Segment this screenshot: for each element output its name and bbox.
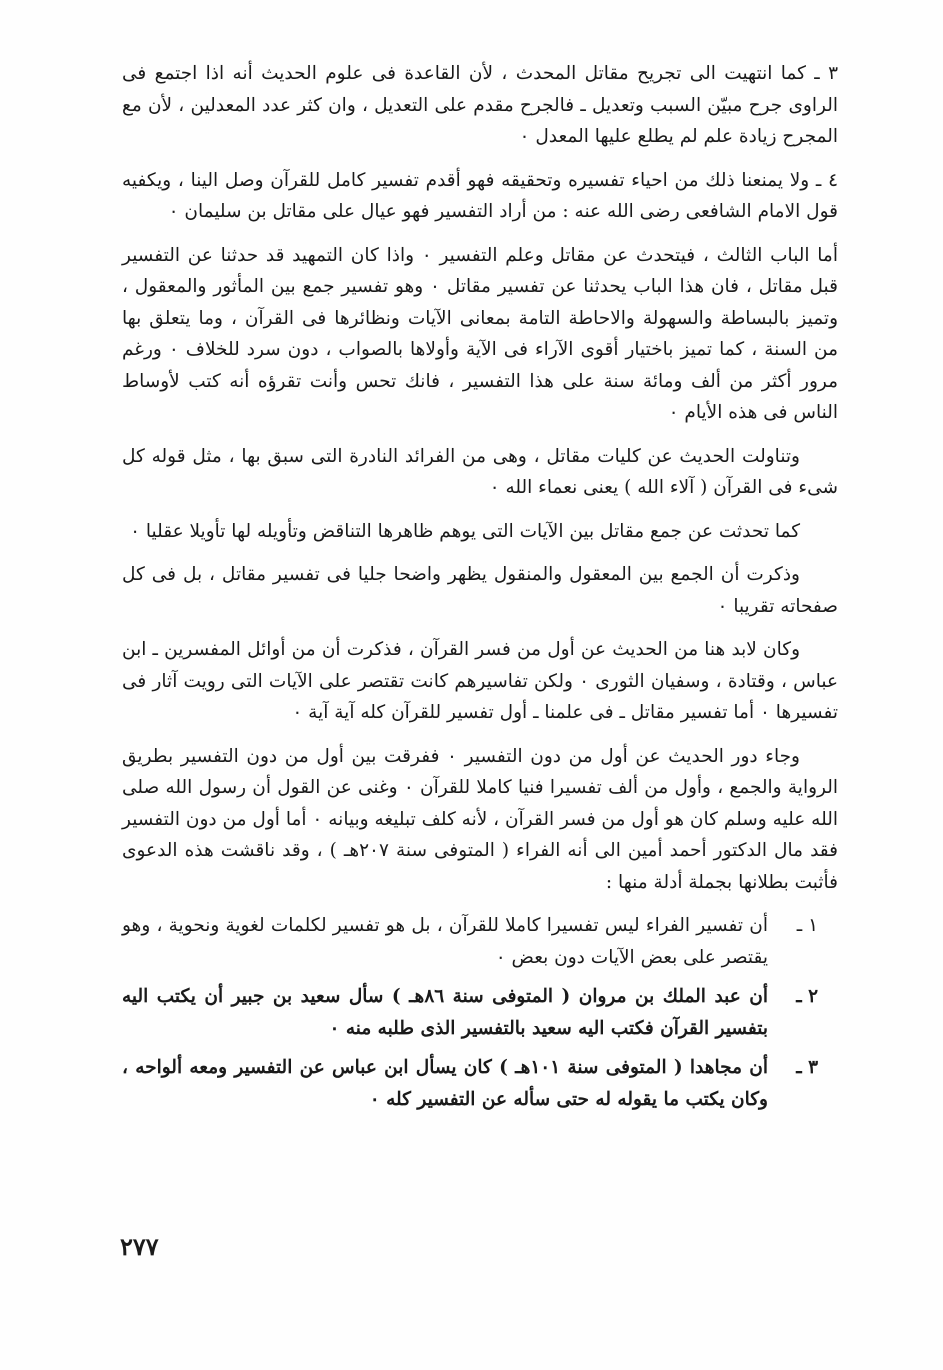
paragraph-point-3: ٣ ـ كما انتهيت الى تجريح مقاتل المحدث ، لأن القاعدة فى علوم الحديث أنه اذا اجتمع فى الراوى جرح مبيّن السبب وتعديل ـ فالجرح مقدم على التعديل ، وان كثر عدد المعدلين ، لأن مع المجرح زيادة علم لم يطلع عليها المعدل ٠ (122, 63, 838, 147)
list-item-number: ٣ ـ (796, 1057, 818, 1078)
paragraph-contradiction: كما تحدثت عن جمع مقاتل بين الآيات التى يوهم ظاهرها التناقض وتأويله لها تأويلا عقليا ٠ (130, 520, 800, 542)
list-item-text: أن عبد الملك بن مروان ( المتوفى سنة ٨٦هـ ) سأل سعيد بن جبير أن يكتب اليه بتفسير القرآن فكتب اليه سعيد بالتفسير الذى طلبه منه ٠ (122, 986, 768, 1039)
paragraph-kulliyat: وتناولت الحديث عن كليات مقاتل ، وهى من الفرائد النادرة التى سبق بها ، مثل قوله كل شىء فى القرآن ( آلاء الله ) يعنى نعماء الله ٠ (122, 445, 838, 498)
evidence-list (122, 910, 838, 1115)
paragraph-chapter-three: أما الباب الثالث ، فيتحدث عن مقاتل وعلم التفسير ٠ واذا كان التمهيد قد حدثنا عن التفسير قبل مقاتل ، فان هذا الباب يحدثنا عن تفسير مقاتل ٠ وهو تفسير جمع بين المأثور والمعقول ، وتميز بالبساطة والسهولة والاحاطة التامة بمعانى الآيات ونظائرها فى القرآن ، وما يتعلق بها من السنة ، كما تميز باختيار أقوى الآراء فى الآية وأولاها بالصواب ، دون سرد للخلاف ٠ ورغم مرور أكثر من ألف ومائة سنة على هذا التفسير ، فانك تحس وأنت تقرؤه أنه كتب لأوساط الناس فى هذه الأيام ٠ (122, 244, 838, 423)
paragraph-first-exegetes: وكان لابد هنا من الحديث عن أول من فسر القرآن ، فذكرت أن من أوائل المفسرين ـ ابن عباس ، وقتادة ، وسفيان الثورى ٠ ولكن تفاسيرهم كانت تقتصر على الآيات التى رويت آثار فى تفسيرها ٠ أما تفسير مقاتل ـ فى علمنا ـ أول تفسير للقرآن كله آية آية ٠ (122, 639, 838, 723)
page-body (122, 58, 838, 1123)
list-item-number: ٢ ـ (796, 986, 818, 1007)
paragraph-reason-narration: وذكرت أن الجمع بين المعقول والمنقول يظهر واضحا جليا فى تفسير مقاتل ، بل فى كل صفحاته تقريبا ٠ (122, 564, 838, 617)
list-item-number: ١ ـ (796, 915, 818, 936)
page-number: ٢٧٧ (120, 1232, 159, 1261)
list-item (122, 910, 838, 973)
list-item-text: أن مجاهدا ( المتوفى سنة ١٠١هـ ) كان يسأل ابن عباس عن التفسير ومعه ألواحه ، وكان يكتب ما يقوله له حتى سأله عن التفسير كله ٠ (122, 1057, 768, 1110)
paragraph-first-recorder: وجاء دور الحديث عن أول من دون التفسير ٠ ففرقت بين أول من دون التفسير بطريق الرواية والجمع ، وأول من ألف تفسيرا فنيا كاملا للقرآن ٠ وغنى عن القول أن رسول الله صلى الله عليه وسلم كان هو أول من فسر القرآن ، لأنه كلف تبليغه وبيانه ٠ أما أول من دون التفسير فقد مال الدكتور أحمد أمين الى أنه الفراء ( المتوفى سنة ٢٠٧هـ ) ، وقد ناقشت هذه الدعوى فأثبت بطلانها بجملة أدلة منها : (122, 745, 838, 893)
list-item-text: أن تفسير الفراء ليس تفسيرا كاملا للقرآن ، بل هو تفسير لكلمات لغوية ونحوية ، وهو يقتصر على بعض الآيات دون بعض ٠ (122, 915, 768, 968)
list-item (122, 1052, 838, 1115)
list-item (122, 981, 838, 1044)
paragraph-point-4: ٤ ـ ولا يمنعنا ذلك من احياء تفسيره وتحقيقه فهو أقدم تفسير كامل للقرآن وصل الينا ، ويكفيه قول الامام الشافعى رضى الله عنه : من أراد التفسير فهو عيال على مقاتل بن سليمان ٠ (122, 169, 838, 222)
